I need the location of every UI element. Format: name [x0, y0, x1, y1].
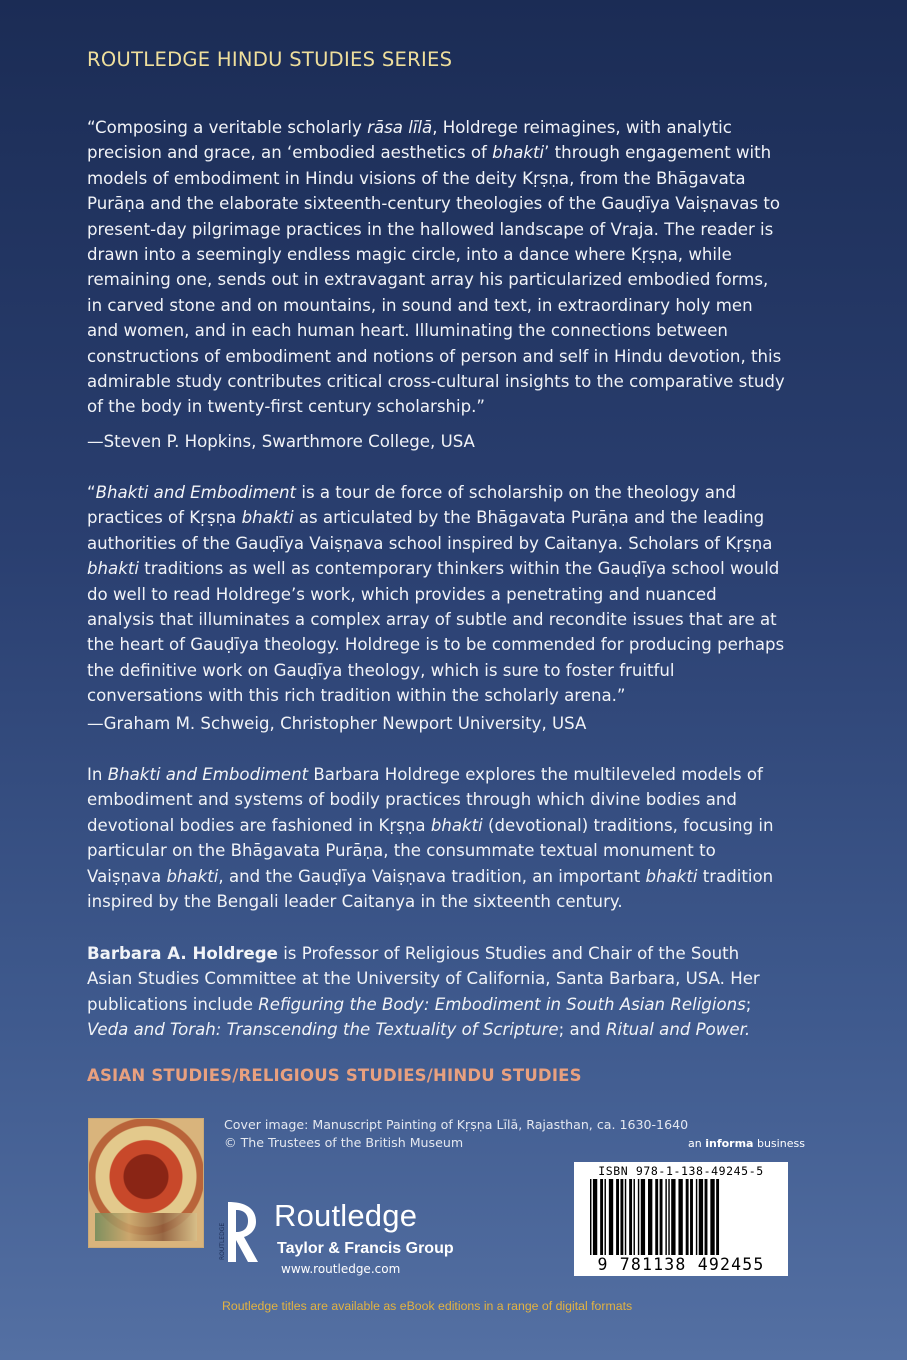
review-attribution-1: —Steven P. Hopkins, Swarthmore College, USA [87, 432, 475, 451]
routledge-logo-mark [219, 1200, 262, 1264]
barcode-bar [625, 1179, 626, 1255]
cover-credit-line-1: Cover image: Manuscript Painting of Kṛṣṇa Līlā, Rajasthan, ca. 1630-1640 [224, 1117, 689, 1132]
text-run: bhakti [430, 815, 483, 835]
barcode-bar [716, 1179, 719, 1255]
barcode-bar [629, 1179, 632, 1255]
isbn-barcode [574, 1162, 788, 1276]
text-run: bhakti [241, 508, 294, 528]
text-run: (devotional) traditions, focusing in particular on the Bhāgavata Purāṇa, the consummate textual monument to Vaiṣṇava [87, 815, 774, 886]
text-run: is Professor of Religious Studies and Chair of the South Asian Studies Committee at the University of California, Santa Barbara, USA. Her publications include [87, 944, 760, 1014]
text-run: Bhakti and Embodiment [107, 765, 309, 784]
text-run: bhakti [645, 866, 698, 886]
cover-credit-line-2: © The Trustees of the British Museum [224, 1135, 464, 1150]
barcode-bar [660, 1179, 663, 1255]
barcode-bar [620, 1179, 623, 1255]
text-run: Bhakti and Embodiment [95, 483, 297, 502]
text-run: ; [745, 994, 752, 1014]
informa-prefix: an [688, 1137, 706, 1150]
text-run: Refiguring the Body: Embodiment in South Asian Religions [258, 994, 746, 1014]
barcode-bar [686, 1179, 689, 1255]
isbn-digits: 9 781138 492455 [597, 1255, 765, 1274]
isbn-label: ISBN 978-1-138-49245-5 [598, 1164, 764, 1178]
text-run: ’ through engagement with models of embodiment in Hindu visions of the deity Kṛṣṇa, from the Bhāgavata Purāṇa and the elaborate sixteenth-century theologies of the Gauḍīya Vaiṣṇavas to present-day pilgrimage practices in the hallowed landscape of Vraja. The reader is drawn into a seemingly endless magic circle, into a dance where Kṛṣṇa, while remaining one, sends out in extravagant array his particularized embodied forms, in carved stone and on mountains, in sound and text, in extraordinary holy men and women, and in each human heart. Illuminating the connections between constructions of embodiment and notions of person and self in Hindu devotion, this admirable study contributes critical cross-cultural insights to the comparative study of the body in twenty-first century scholarship.” [87, 143, 785, 417]
text-run: Veda and Torah: Transcending the Textuality of Scripture [87, 1020, 559, 1040]
publisher-group: Taylor & Francis Group [277, 1240, 454, 1257]
text-run: bhakti [492, 143, 545, 163]
cover-image-credit [224, 1116, 688, 1152]
text-run: “Composing a veritable scholarly [87, 118, 368, 137]
svg-text:ROUTLEDGE: ROUTLEDGE [219, 1222, 226, 1260]
barcode-bar [668, 1179, 669, 1255]
barcode-bar [638, 1179, 639, 1255]
subject-categories: ASIAN STUDIES/RELIGIOUS STUDIES/HINDU STUDIES [87, 1066, 582, 1085]
text-run: traditions as well as contemporary thinkers within the Gauḍīya school would do well to read Holdrege’s work, which provides a penetrating and nuanced analysis that illuminates a complex array of subtle and recondite issues that are at the heart of Gauḍīya theology. Holdrege is to be commended for producing perhaps the definitive work on Gauḍīya theology, which is sure to foster fruitful conversations with this rich tradition within the scholarly arena.” [87, 559, 785, 706]
cover-image-thumbnail [88, 1118, 204, 1248]
barcode-bar [705, 1179, 708, 1255]
barcode-bar [655, 1179, 658, 1255]
barcode-bar [605, 1179, 606, 1255]
text-run: ; and [558, 1020, 606, 1040]
publisher-url[interactable]: www.routledge.com [281, 1262, 401, 1276]
text-run: tradition inspired by the Bengali leader Caitanya in the sixteenth century. [87, 866, 774, 912]
informa-brand: informa [705, 1137, 754, 1150]
informa-tagline [688, 1137, 805, 1150]
text-run: as articulated by the Bhāgavata Purāṇa and the leading authorities of the Gauḍīya Vaiṣṇava school inspired by Caitanya. Scholars of Kṛṣṇa [87, 508, 773, 553]
review-attribution-2: —Graham M. Schweig, Christopher Newport University, USA [87, 714, 587, 733]
text-run: Barbara Holdrege explores the multileveled models of embodiment and systems of bodily practices through which divine bodies and devotional bodies are fashioned in Kṛṣṇa [87, 765, 763, 835]
book-description [87, 762, 787, 914]
barcode-bar [671, 1179, 675, 1255]
barcode-bar [690, 1179, 693, 1255]
text-run: Barbara A. Holdrege [87, 944, 278, 963]
text-run: “ [87, 483, 96, 502]
text-run: is a tour de force of scholarship on the theology and practices of Kṛṣṇa [87, 483, 736, 528]
text-run: Ritual and Power. [605, 1020, 751, 1040]
review-quote-2 [87, 480, 787, 709]
text-run: bhakti [166, 866, 219, 886]
text-run: , and the Gauḍīya Vaiṣṇava tradition, an important [218, 866, 646, 886]
barcode-bar [616, 1179, 619, 1255]
barcode-bar [699, 1179, 703, 1255]
text-run: In [87, 765, 108, 784]
publisher-name: Routledge [274, 1198, 418, 1233]
text-run: bhakti [87, 559, 139, 579]
author-bio [87, 941, 787, 1043]
text-run: rāsa līlā [367, 118, 433, 137]
barcode-bar [609, 1179, 613, 1255]
barcode-bar [590, 1179, 591, 1255]
barcode-bar [678, 1179, 682, 1255]
barcode-bar [696, 1179, 697, 1255]
barcode-bar [593, 1179, 597, 1255]
barcode-bar [710, 1179, 714, 1255]
review-quote-1 [87, 115, 787, 420]
barcode-bar [641, 1179, 645, 1255]
series-title: ROUTLEDGE HINDU STUDIES SERIES [87, 48, 453, 71]
barcode-bar [665, 1179, 666, 1255]
barcode-bars [588, 1179, 774, 1255]
ebook-note: Routledge titles are available as eBook editions in a range of digital formats [222, 1299, 633, 1313]
text-run: , Holdrege reimagines, with analytic precision and grace, an ‘embodied aesthetics of [87, 118, 732, 163]
informa-suffix: business [753, 1137, 805, 1150]
barcode-bar [600, 1179, 603, 1255]
barcode-bar [648, 1179, 652, 1255]
barcode-bar [634, 1179, 635, 1255]
